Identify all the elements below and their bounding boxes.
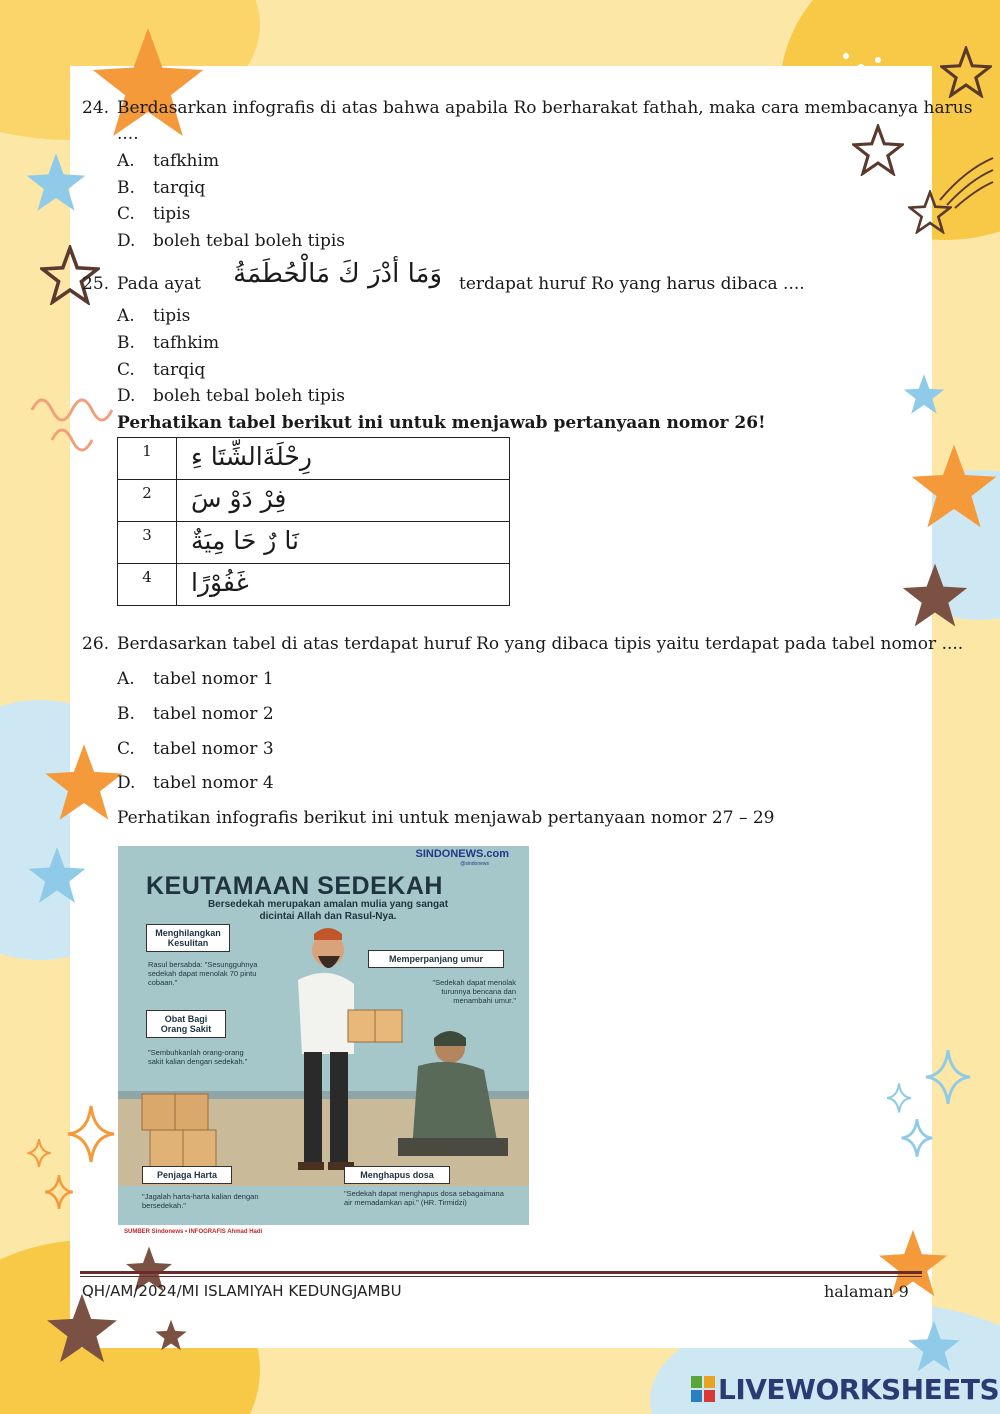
option-d[interactable] [117,386,345,406]
footer-page-number: halaman 9 [824,1282,909,1301]
option-letter: D. [117,773,136,793]
question-prefix: Pada ayat [117,274,201,294]
question-number: 26. [82,634,110,654]
option-text: boleh tebal boleh tipis [153,231,345,251]
bubble-obat-bagi-orang-sakit: Obat Bagi Orang Sakit [146,1010,226,1038]
cardboard-boxes-illustration [140,1090,220,1170]
question-continuation: .... [117,124,139,144]
liveworksheets-wordmark: LIVEWORKSHEETS [718,1372,1000,1406]
row-number: 1 [118,438,177,480]
option-text: boleh tebal boleh tipis [153,386,345,406]
bubble-penjaga-harta: Penjaga Harta [142,1166,232,1184]
text-obat-bagi-orang-sakit: "Sembuhkanlah orang-orang sakit kalian dengan sedekah." [148,1048,248,1066]
option-c[interactable] [117,360,205,380]
giver-figure-illustration [258,924,368,1179]
question-number: 24. [82,98,110,118]
row-arabic: غَفُوْرًا [177,564,510,606]
blue-star-icon [902,372,946,416]
text-menghilangkan-kesulitan: Rasul bersabda: "Sesungguhnya sedekah dapat menolak 70 pintu cobaan." [148,960,258,987]
sindonews-logo: SINDONEWS.com [415,848,509,860]
sindonews-handle: @sindonews [460,861,489,867]
option-text: tafhkim [153,333,220,353]
option-d[interactable] [117,231,345,251]
table-instruction: Perhatikan tabel berikut ini untuk menjawab pertanyaan nomor 26! [117,413,766,433]
question-suffix: terdapat huruf Ro yang harus dibaca .... [459,274,805,294]
row-arabic: نَا رٌ حَا مِيَةٌ [177,522,510,564]
question-text: Berdasarkan infografis di atas bahwa apabila Ro berharakat fathah, maka cara membacanya harus [117,98,973,118]
row-number: 4 [118,564,177,606]
option-text: tarqiq [153,178,206,198]
text-menghapus-dosa: "Sedekah dapat menghapus dosa sebagaimana air memadamkan api." (HR. Tirmidzi) [344,1189,504,1207]
row-number: 3 [118,522,177,564]
infographic-keutamaan-sedekah [118,846,529,1239]
sparkle-icon [44,1174,74,1210]
option-letter: C. [117,739,135,759]
bubble-menghilangkan-kesulitan: Menghilangkan Kesulitan [146,924,230,952]
outline-star-icon [940,46,992,98]
footer-document-code: QH/AM/2024/MI ISLAMIYAH KEDUNGJAMBU [82,1282,402,1300]
footer-rule-thin [80,1276,922,1277]
sparkle-icon [886,1082,912,1114]
option-b[interactable] [117,333,219,353]
option-d[interactable] [117,773,274,793]
receiver-figure-illustration [388,1026,518,1166]
infographic-title: KEUTAMAAN SEDEKAH [146,872,443,900]
table-row [118,480,510,522]
option-c[interactable] [117,204,190,224]
question-24 [82,98,972,118]
liveworksheets-logo[interactable] [691,1373,999,1405]
row-arabic: فِرْ دَوْ سَ [177,480,510,522]
option-letter: B. [117,333,135,353]
option-text: tipis [153,204,191,224]
sparkle-icon [924,1048,972,1106]
option-text: tabel nomor 3 [153,739,274,759]
question-text: Berdasarkan tabel di atas terdapat huruf Ro yang dibaca tipis yaitu terdapat pada tabel nomor .... [117,634,964,654]
text-penjaga-harta: "Jagalah harta-harta kalian dengan bersedekah." [142,1192,259,1210]
option-letter: C. [117,360,135,380]
option-a[interactable] [117,669,274,689]
option-text: tafkhim [153,151,220,171]
option-letter: D. [117,231,136,251]
orange-star-icon [908,440,1000,532]
option-letter: A. [117,669,135,689]
infographic-source: SUMBER Sindonews • INFOGRAFIS Ahmad Hadi [118,1225,529,1239]
sparkle-icon [66,1104,116,1164]
question-number: 25. [82,274,110,294]
shooting-star-lines-icon [935,150,995,210]
option-letter: A. [117,151,135,171]
table-row [118,438,510,480]
option-text: tabel nomor 1 [153,669,274,689]
infographic-instruction: Perhatikan infografis berikut ini untuk menjawab pertanyaan nomor 27 – 29 [117,808,775,828]
option-text: tarqiq [153,360,206,380]
ayat-arabic: وَمَا أدْرَ كَ مَالْحُطَمَةُ [233,259,442,289]
blue-star-icon [24,150,88,214]
table-row [118,522,510,564]
option-b[interactable] [117,178,205,198]
option-letter: B. [117,704,135,724]
blue-star-icon [906,1318,962,1374]
bubble-menghapus-dosa: Menghapus dosa [344,1166,450,1184]
brown-star-icon [44,1290,120,1366]
option-text: tipis [153,306,191,326]
option-a[interactable] [117,151,219,171]
blue-star-icon [26,844,88,906]
orange-star-icon [88,22,208,142]
brown-star-icon [154,1318,188,1352]
option-letter: D. [117,386,136,406]
option-text: tabel nomor 2 [153,704,274,724]
question-26 [82,634,963,654]
footer-rule [80,1271,922,1274]
brown-star-icon [900,560,970,630]
question-25 [82,274,201,294]
orange-star-icon [42,740,126,824]
option-text: tabel nomor 4 [153,773,274,793]
liveworksheets-grid-icon [691,1376,715,1402]
row-number: 2 [118,480,177,522]
option-letter: B. [117,178,135,198]
row-arabic: رِحْلَةَالشِّتَا ءِ [177,438,510,480]
option-a[interactable] [117,306,190,326]
bubble-memperpanjang-umur: Memperpanjang umur [368,950,504,968]
table-row [118,564,510,606]
text-memperpanjang-umur: "Sedekah dapat menolak turunnya bencana dan menambahi umur." [432,978,516,1005]
arabic-table [117,437,510,606]
dots-icon [836,46,926,146]
option-b[interactable] [117,704,274,724]
option-c[interactable] [117,739,274,759]
option-letter: A. [117,306,135,326]
sparkle-icon [26,1138,52,1168]
infographic-subtitle: Bersedekah merupakan amalan mulia yang sangat dicintai Allah dan Rasul-Nya. [207,899,449,922]
swirl-icon [22,380,132,470]
option-letter: C. [117,204,135,224]
sparkle-icon [900,1118,934,1158]
